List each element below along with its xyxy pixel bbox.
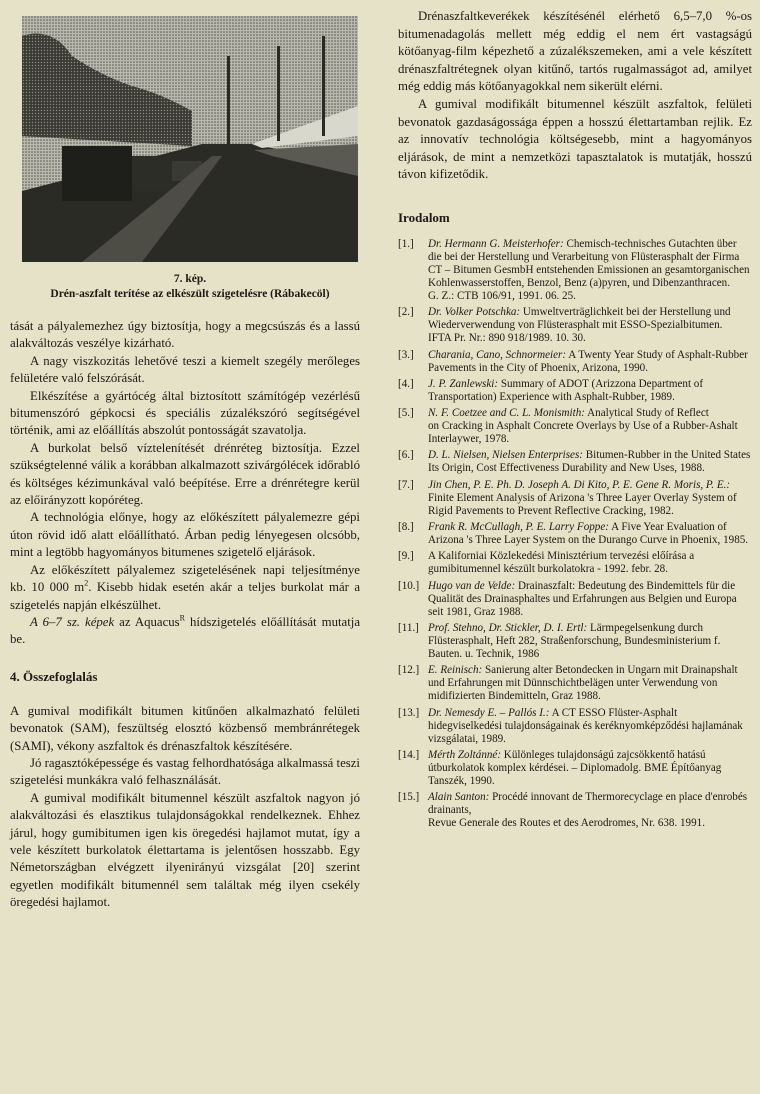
reference-text: Lärmpegelsenkung durch Flüsterasphalt, Heft 282, Straßenforschung, Bundesministerium f. Bauten. u. Technik, 1986 (428, 621, 721, 660)
figure-title: Drén-aszfalt terítése az elkészült szigetelésre (Rábakecöl) (50, 288, 330, 300)
reference-item (398, 550, 752, 576)
reference-list (398, 238, 752, 830)
reference-number: [2.] (398, 306, 414, 319)
reference-author: J. P. Zanlewski: (428, 377, 499, 390)
paragraph: A technológia előnye, hogy az előkészített pályalemezre gépi úton rövid idő alatt előállítható. Árban pedig lényegesen olcsóbb, mint a legtöbb hagyományos bitumenes szigetelő eljárások. (10, 510, 360, 560)
reference-text: A Twenty Year Study of Asphalt-Rubber Pavements in the City of Phoenix, Arizona, 1990. (428, 348, 748, 374)
reference-author: Dr. Hermann G. Meisterhofer: (428, 237, 564, 250)
reference-item (398, 664, 752, 703)
reference-item (398, 349, 752, 375)
reference-item (398, 580, 752, 619)
reference-author: Jin Chen, P. E. Ph. D. Joseph A. Di Kito, P. E. Gene R. Moris, P. E.: (428, 478, 731, 491)
reference-number: [11.] (398, 621, 419, 634)
reference-author: Charania, Cano, Schnormeier: (428, 348, 567, 361)
paragraph: tását a pályalemezhez úgy biztosítja, hogy a megcsúszás és a lassú alakváltozás veszélye kizárható. (10, 319, 360, 351)
paragraph: A gumival modifikált bitumen kitűnően alkalmazható felületi bevonatok (SAM), feszültség elosztó közbenső membránrétegek (SAMI), vékony aszfaltok és drénaszfaltok készítésére. (10, 703, 360, 753)
reference-author: N. F. Coetzee and C. L. Monismith: (428, 407, 585, 420)
reference-number: [3.] (398, 348, 414, 361)
reference-extra: IFTA Pr. Nr.: 890 918/1989. 10. 30. (428, 332, 586, 345)
reference-number: [4.] (398, 377, 414, 390)
reference-number: [13.] (398, 706, 420, 719)
bridge-photo-image (22, 16, 358, 262)
reference-text: Sanierung alter Betondecken in Ungarn mit Drainapshalt und Erfahrungen mit Dünnschichtbelägen unter Verwendung von midifizierten Bindemitteln, Graz 1988. (428, 664, 738, 703)
reference-text: A Five Year Evaluation of Arizona 's Three Layer System on the Durango Curve in Phoenix, 1985. (428, 521, 749, 547)
reference-extra: G. Z.: CTB 106/91, 1991. 06. 25. (428, 289, 576, 302)
reference-item (398, 449, 752, 475)
reference-text: Chemisch-technisches Gutachten über die bei der Herstellung und Verarbeitung von Flüsterasphalt der Firma CT – Bitumen GesmbH entstehenden Emissionen an gesamtorganischen Kohlenwasserstoffen, Benzol, Benz (a)pyren, und Dibenzanthracen. (428, 237, 750, 289)
reference-text: A Kaliforniai Közlekedési Minisztérium tervezési előírása a gumibitumennel készült burkolatokra - 1992. febr. 28. (428, 550, 695, 576)
reference-item (398, 791, 752, 830)
reference-number: [8.] (398, 521, 414, 534)
reference-text: Analytical Study of Reflect (584, 407, 709, 420)
reference-number: [12.] (398, 664, 420, 677)
reference-text: Procédé innovant de Thermorecyclage en place d'enrobés drainants, (428, 791, 748, 817)
paragraph: A burkolat belső víztelenítését drénréteg biztosítja. Ezzel szükségtelenné válik a korábban alkalmazott szivárgólécek időrabló és költséges kézimunkával való beépítése. Erre a drénrétegre kerül az előirányzott kopóréteg. (10, 440, 360, 508)
reference-author: Mérth Zoltánné: (428, 748, 502, 761)
paragraph: A gumival modifikált bitumennel készült aszfaltok, felületi bevonatok gazdaságossága éppen a hosszú élettartamban rejlik. Ez az innovatív technológia költségesebb, mint a hagyományos eljárások, de mint a nemzetközi tapasztalatok is mutatják, hosszú távon kifizetődik. (398, 96, 752, 182)
reference-text: Különleges tulajdonságú zajcsökkentő hatású útburkolatok komplex kérdései. – Diplomadolg. BME Építőanyag Tanszék, 1990. (428, 748, 722, 787)
reference-item (398, 749, 752, 788)
reference-item (398, 622, 752, 661)
reference-item (398, 407, 752, 446)
reference-text: Bitumen-Rubber in the United States Its Origin, Cost Effectiveness Durability and New Uses, 1988. (428, 449, 751, 475)
reference-item (398, 707, 752, 746)
reference-author: Dr. Nemesdy E. – Pallós I.: (428, 706, 550, 719)
paragraph-text: az Aquacus (114, 614, 180, 629)
reference-item (398, 378, 752, 404)
bridge-photo (22, 16, 358, 262)
reference-text: Drainaszfalt: Bedeutung des Bindemittels für die Qualität des Drainasphaltes und Erfahrungen aus Belgien und Europa seit 1981, Graz 1988. (428, 579, 737, 618)
paragraph: Drénaszfaltkeverékek készítésénél elérhető 6,5–7,0 %-os bitumenadagolás mellett még eddig el nem ért vastagságú kötőanyag-film képezhető a zúzalékszemeken, ami a vele készített drénaszfaltrétegnek olyan kitűnő, tartós rugalmasságot ad, amilyet még eddig más kötőanyagokkal nem sikerült elérni. (398, 9, 752, 94)
superscript: R (179, 613, 185, 623)
reference-text: A CT ESSO Flüster-Asphalt hidegviselkedési tulajdonságainak és keréknyomképződési hajlamának vizsgálatai, 1989. (428, 706, 743, 745)
reference-number: [5.] (398, 407, 414, 420)
reference-item (398, 521, 752, 547)
reference-item (398, 479, 752, 518)
reference-author: Dr. Volker Potschka: (428, 306, 521, 319)
references-heading: Irodalom (398, 209, 450, 225)
paragraph: A gumival modifikált bitumennel készült aszfaltok nagyon jó alakváltozási és elasztikus tulajdonságokkal rendelkeznek. Ehhez járul, hogy gumibitumen igen kis öregedési hajlamot mutat, így a vele készített burkolatok élettartama is jelentősen hosszabb. Egy Németországban elvégzett ilyenirányú vizsgálat [20] szerint egyetlen modifikált bitumennél sem találtak még ilyen csekély öregedési hajlamot. (10, 790, 360, 910)
reference-number: [14.] (398, 748, 420, 761)
reference-number: [10.] (398, 579, 420, 592)
reference-author: Prof. Stehno, Dr. Stickler, D. I. Ertl: (428, 621, 588, 634)
reference-author: Hugo van de Velde: (428, 579, 516, 592)
reference-author: E. Reinisch: (428, 664, 483, 677)
paragraph-text: Az előkészített pályalemez szigetelésének napi teljesítménye kb. 10 000 m (10, 562, 360, 595)
right-body-text (398, 8, 752, 833)
reference-extra: Revue Generale des Routes et des Aerodromes, Nr. 638. 1991. (428, 817, 705, 830)
superscript: 2 (84, 578, 89, 588)
figure-caption (10, 272, 370, 302)
reference-text: Umweltverträglichkeit bei der Herstellung und Wiederverwendung von Flüsterasphalt mit ESSO-Spezialbitumen. (428, 306, 731, 332)
figure-reference: A 6–7 sz. képek (30, 614, 115, 629)
reference-author: D. L. Nielsen, Nielsen Enterprises: (428, 449, 583, 462)
paragraph-text: hídszigetelés előállítását mutatja be. (10, 614, 360, 647)
paragraph: A nagy viszkozitás lehetővé teszi a kiemelt szegély merőleges felületére való felszórását. (10, 353, 360, 386)
paragraph (10, 562, 360, 614)
paragraph: Jó ragasztóképessége és vastag felhordhatósága alkalmassá teszi szigetelési munkákra való felhasználását. (10, 755, 360, 788)
paragraph: Elkészítése a gyártócég által biztosított számítógép vezérlésű bitumenszóró gépkocsi és speciális zúzalékszóró segítségével történik, ami az előállítás abszolút pontosságát szavatolja. (10, 388, 360, 438)
paragraph (10, 614, 360, 649)
reference-number: [15.] (398, 791, 420, 804)
figure-number: 7. kép. (173, 273, 207, 285)
left-body-text (10, 318, 360, 912)
paragraph-text: . Kisebb hidak esetén akár a teljes burkolat már a szigetelés napján elkészülhet. (10, 580, 360, 612)
reference-number: [9.] (398, 550, 414, 563)
reference-item (398, 306, 752, 345)
reference-number: [6.] (398, 449, 414, 462)
reference-item (398, 238, 752, 303)
section-heading: 4. Összefoglalás (10, 668, 98, 684)
reference-author: Alain Santon: (428, 791, 490, 804)
reference-text: Finite Element Analysis of Arizona 's Three Layer Overlay System of Rigid Pavements to Prevent Reflective Cracking, 1982. (428, 491, 737, 517)
reference-extra: on Cracking in Asphalt Concrete Overlays by Use of a Rubber-Ashalt Interlaywer, 1978. (428, 420, 738, 446)
reference-number: [1.] (398, 237, 414, 250)
reference-text: Summary of ADOT (Arizzona Department of Transportation) Experience with Asphalt-Rubber, 1989. (428, 377, 704, 403)
reference-author: Frank R. McCullagh, P. E. Larry Foppe: (428, 521, 609, 534)
reference-number: [7.] (398, 478, 414, 491)
